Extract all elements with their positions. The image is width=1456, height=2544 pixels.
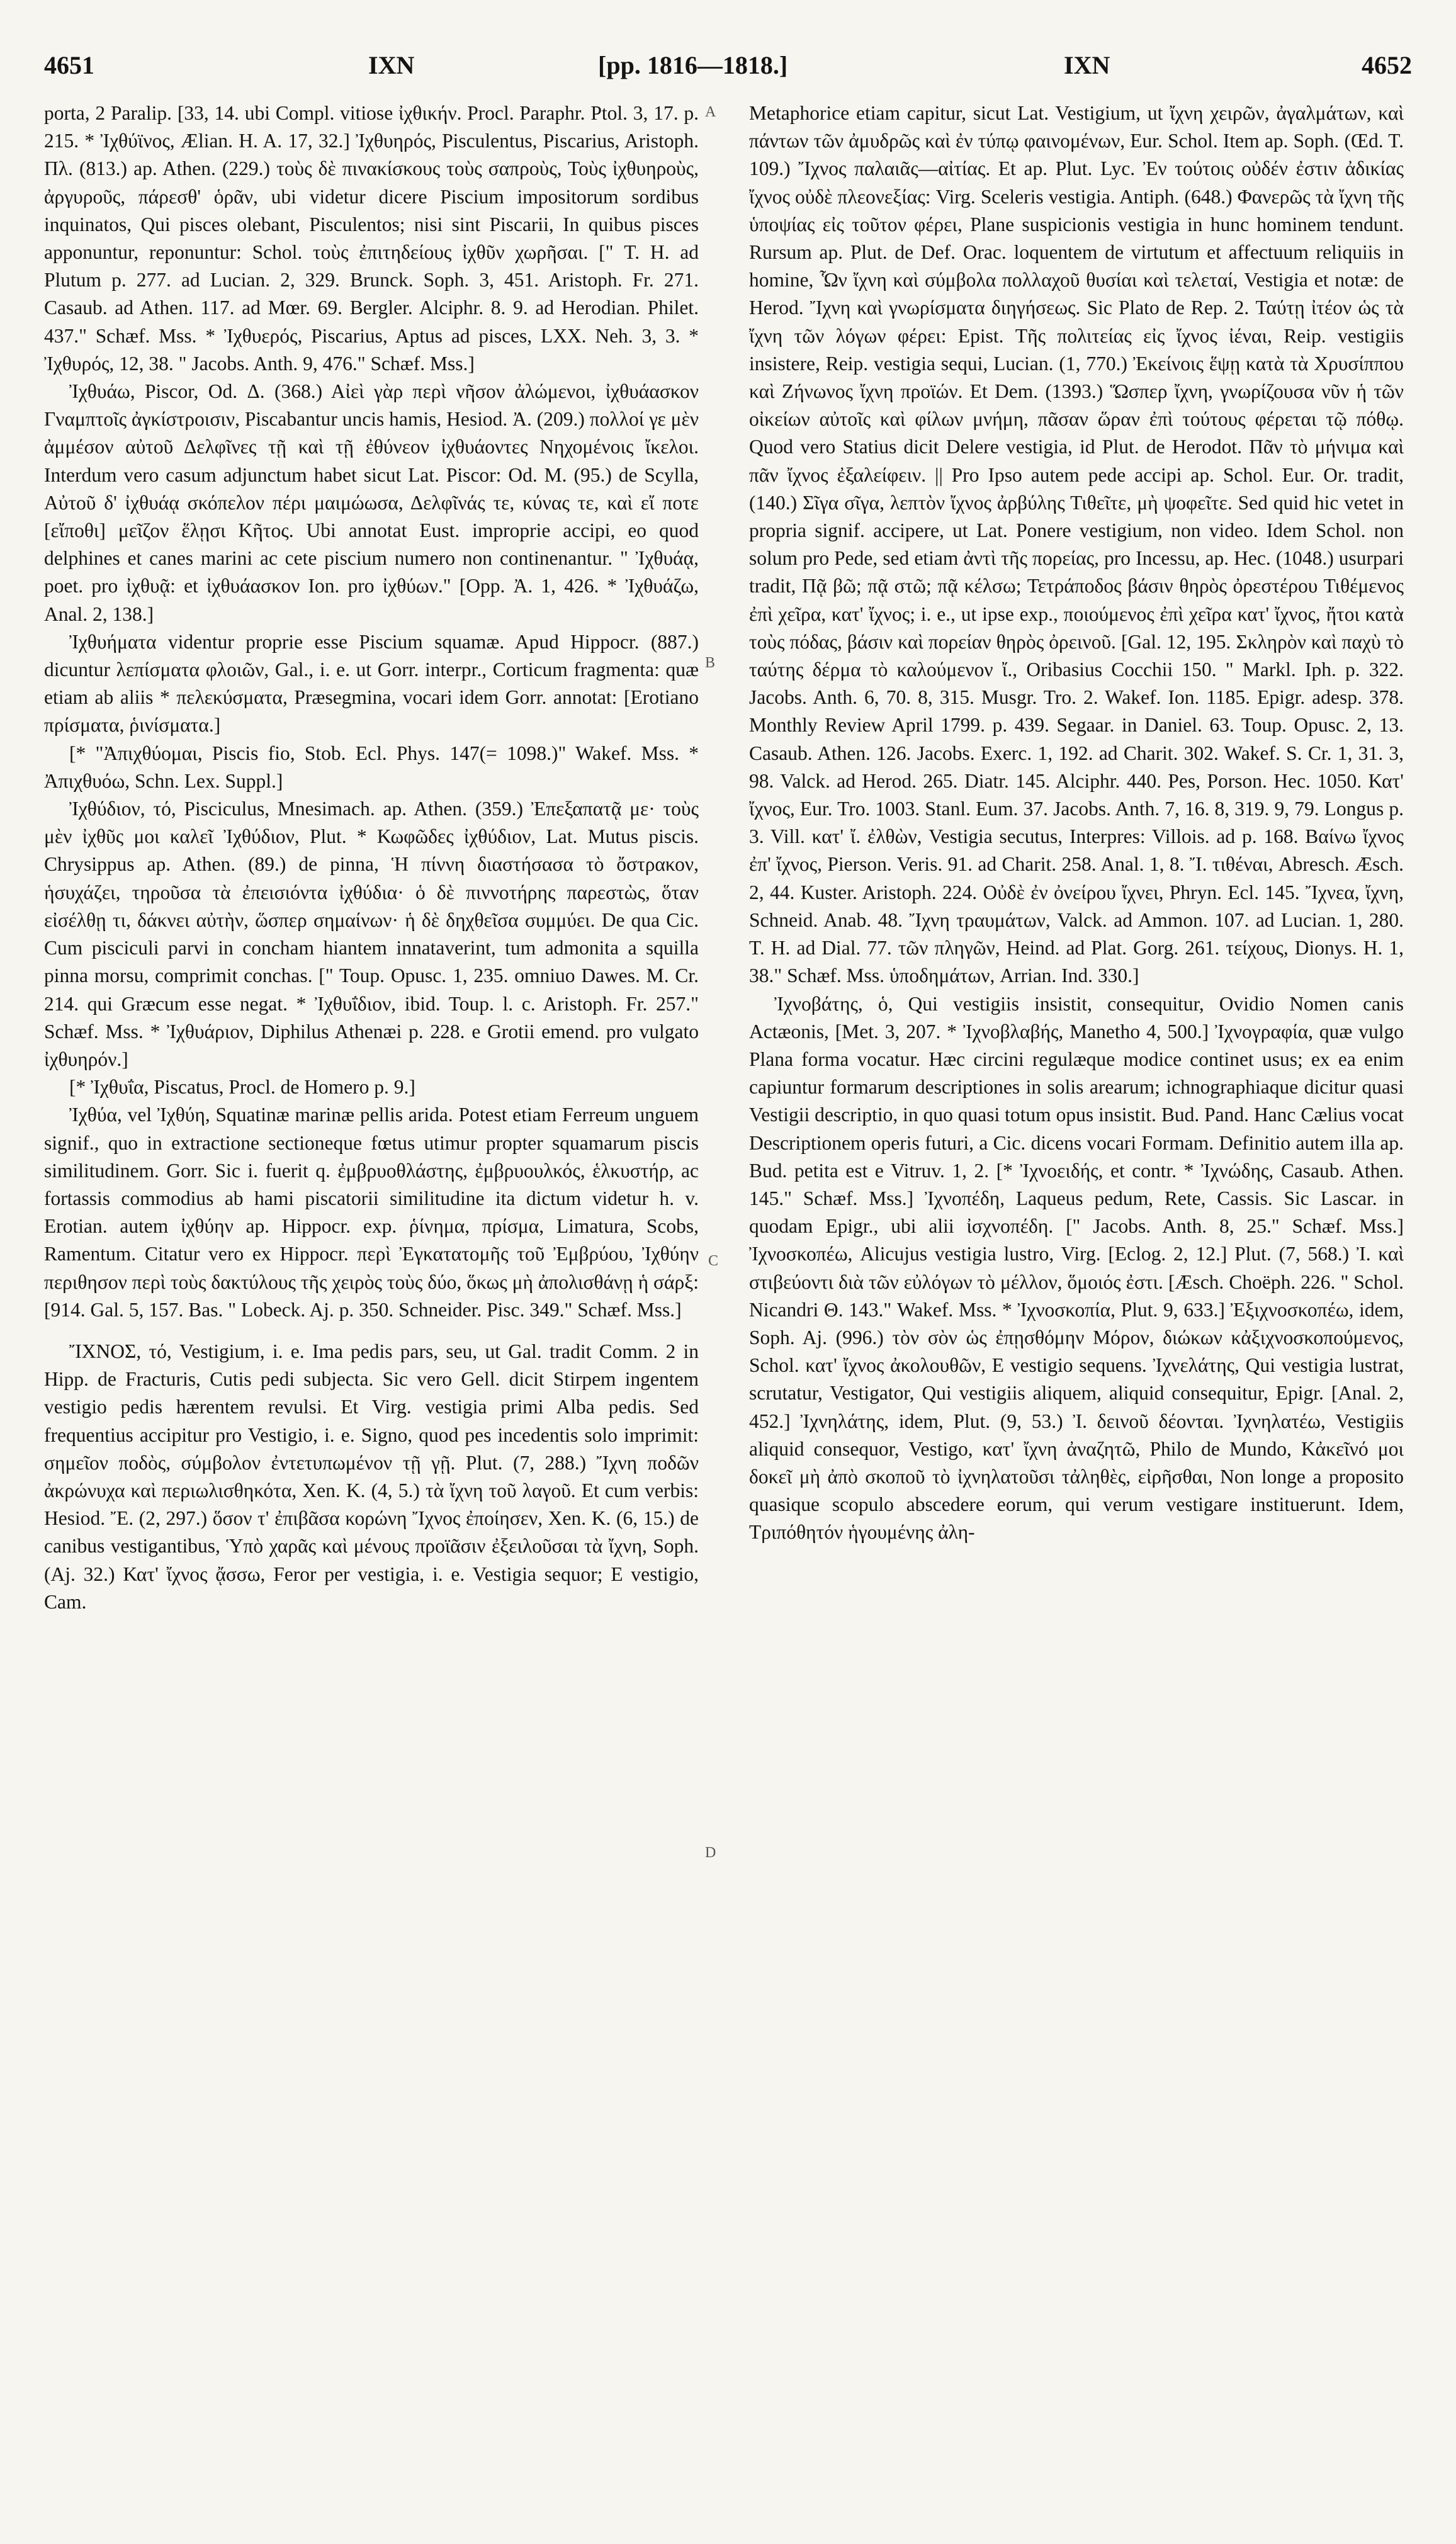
entry-paragraph: [* Ἰχθυΐα, Piscatus, Procl. de Homero p. 9.] — [69, 1076, 415, 1099]
page-number-right: 4652 — [1362, 51, 1412, 79]
entry-paragraph: Ἰχθυάω, Piscor, Od. Δ. (368.) Αἰεὶ γὰρ περὶ νῆσον ἀλώμενοι, ἰχθυάασκον Γναμπτοῖς ἀγκίστροισιν, Piscabantur uncis hamis, Hesiod. Ἀ. (209.) πολλοί γε μὲν ἀμμέσον αὐτοῦ Δελφῖνες τῇ καὶ τῇ ἐθύνεον ἰχθυάοντες Νηχομένοις ἴκελοι. Interdum vero casum adjunctum habet sicut Lat. Piscor: Od. M. (95.) de Scylla, Αὐτοῦ δ' ἰχθυάᾳ σκόπελον πέρι μαιμώωσα, Δελφῖνάς τε, κύνας τε, καὶ εἴ ποτε [εἴποθι] μεῖζον ἕλῃσι Κῆτος. Ubi annotat Eust. improprie accipi, eo quod delphines et canes marini ac cete piscium numero non continenantur. " Ἰχθυάᾳ, poet. pro ἰχθυᾷ: et ἰχθυάασκον Ion. pro ἰχθύων." [Opp. Ἀ. 1, 426. * Ἰχθυάζω, Anal. 2, 138.] — [44, 380, 699, 625]
page-number-left: 4651 — [44, 51, 94, 79]
entry-paragraph: Ἰχνοβάτης, ὁ, Qui vestigiis insistit, consequitur, Ovidio Nomen canis Actæonis, [Met. 3, 207. * Ἰχνοβλαβής, Manetho 4, 500.] Ἰχνογραφία, quæ vulgo Plana forma vocatur. Hæc circini regulæque modice continet usus; ex ea enim capiuntur formarum descriptiones in solis arearum; ichnographiaque dicitur quasi Vestigii descriptio, in quo quasi totum opus insistit. Bud. Pand. Hanc Cælius vocat Descriptionem operis futuri, a Cic. dicens vocari Formam. Definitio autem illa ap. Bud. petita est e Vitruv. 1, 2. [* Ἰχνοειδής, et contr. * Ἰχνώδης, Casaub. Athen. 145." Schæf. Mss.] Ἰχνοπέδη, Laqueus pedum, Rete, Cassis. Sic Lascar. in quodam Epigr., ubi alii ἰσχνοπέδη. [" Jacobs. Anth. 8, 25." Schæf. Mss.] Ἰχνοσκοπέω, Alicujus vestigia lustro, Virg. [Eclog. 2, 12.] Plut. (7, 568.) Ἰ. καὶ στιβεύοντι διὰ τῶν εὐλόγων τὸ μέλλον, ὅμοιός ἐστι. [Æsch. Choëph. 226. " Schol. Nicandri Θ. 143." Wakef. Mss. * Ἰχνοσκοπία, Plut. 9, 633.] Ἐξιχνοσκοπέω, idem, Soph. Aj. (996.) τὸν σὸν ὡς ἐπῃσθόμην Μόρον, διώκων κἀξιχνοσκοπούμενος, Schol. κατ' ἴχνος ἀκολουθῶν, E vestigio sequens. Ἰχνελάτης, Qui vestigia lustrat, scrutatur, Vestigator, Qui vestigiis aliquem, aliquid consequitur, Epigr. [Anal. 2, 452.] Ἰχνηλάτης, idem, Plut. (9, 53.) Ἰ. δεινοῦ δέονται. Ἰχνηλατέω, Vestigiis aliquid consequor, Vestigo, κατ' ἴχνη ἀναζητῶ, Philo de Mundo, Κἀκεῖνό μοι δοκεῖ μὴ ἀπὸ σκοποῦ τὸ ἰχνηλατοῦσι τἀληθὲς, εἰρῆσθαι, Non longe a proposito quasique scopulo abscedere eorum, qui verum vestigare instituerunt. Idem, Τριπόθητόν ἡγουμένης ἀλη- — [749, 992, 1404, 1544]
entry-paragraph: porta, 2 Paralip. [33, 14. ubi Compl. vitiose ἰχθικήν. Procl. Paraphr. Ptol. 3, 17. p. 215. * Ἰχθύϊνος, Ælian. H. A. 17, 32.] Ἰχθυηρός, Pisculentus, Piscarius, Aristoph. Πλ. (813.) ap. Athen. (229.) τοὺς δὲ πινακίσκους τοὺς σαπροὺς, Τοὺς ἰχθυηροὺς, ἀργυροῦς, πάρεσθ' ὁρᾶν, ubi videtur dicere Piscium impositorum sordibus inquinatos, Qui pisces olebant, Pisculentos; nisi sint Piscarii, In quibus pisces apponuntur, reponuntur: Schol. τοὺς ἐπιτηδείους ἰχθῦν χωρῆσαι. [" T. H. ad Plutum p. 277. ad Lucian. 2, 329. Brunck. Soph. 3, 451. Aristoph. Fr. 271. Casaub. ad Athen. 117. ad Mœr. 69. Bergler. Alciphr. 8. 9. ad Herodian. Philet. 437." Schæf. Mss. * Ἰχθυερός, Piscarius, Aptus ad pisces, LXX. Neh. 3, 3. * Ἰχθυρός, 12, 38. " Jacobs. Anth. 9, 476." Schæf. Mss.] — [44, 102, 699, 375]
page-range: [pp. 1816—1818.] — [598, 51, 788, 79]
margin-letter-a: A — [705, 104, 716, 120]
left-column — [44, 99, 699, 2530]
running-header — [44, 50, 1412, 88]
entry-paragraph: [* "Ἀπιχθύομαι, Piscis fio, Stob. Ecl. Phys. 147(= 1098.)" Wakef. Mss. * Ἀπιχθυόω, Schn. Lex. Suppl.] — [44, 742, 699, 792]
margin-letter-d: D — [705, 1845, 716, 1861]
main-entry-ichnos: ἼΧΝΟΣ, τό, Vestigium, i. e. Ima pedis pars, seu, ut Gal. tradit Comm. 2 in Hipp. de Fracturis, Cutis pedi subjecta. Sic vero Gell. dicit Stirpem ingentem vestigio pedis hærentem revulsi. Et Virg. vestigia primi Alba pedis. Sed frequentius accipitur pro Vestigio, i. e. Signo, quod pes incedentis solo imprimit: σημεῖον ποδὸς, σύμβολον ἐντετυπωμένον τῇ γῇ. Plut. (7, 288.) Ἴχνη ποδῶν ἀκρώνυχα καὶ περιωλισθηκότα, Xen. K. (4, 5.) τὰ ἴχνη τοῦ λαγοῦ. Et cum verbis: Hesiod. Ἔ. (2, 297.) ὅσον τ' ἐπιβᾶσα κορώνη Ἴχνος ἐποίησεν, Xen. K. (6, 15.) de canibus vestigantibus, Ὑπὸ χαρᾶς καὶ μένους προϊᾶσιν ἐξειλοῦσαι τὰ ἴχνη, Soph. (Aj. 32.) Κατ' ἴχνος ᾄσσω, Feror per vestigia, i. e. Vestigia sequor; E vestigio, Cam. — [44, 1340, 699, 1613]
entry-paragraph: Metaphorice etiam capitur, sicut Lat. Vestigium, ut ἴχνη χειρῶν, ἀγαλμάτων, καὶ πάντων τῶν ἀμυδρῶς καὶ ἐν τύπῳ φαινομένων, Eur. Schol. Item ap. Soph. (Œd. T. 109.) Ἴχνος παλαιᾶς—αἰτίας. Et ap. Plut. Lyc. Ἐν τούτοις οὐδέν ἐστιν ἀδικίας ἴχνος οὐδὲ πλεονεξίας: Virg. Sceleris vestigia. Antiph. (648.) Φανερῶς τὰ ἴχνη τῆς ὑποψίας εἰς τοῦτον φέρει, Plane suspicionis vestigia in hunc hominem tendunt. Rursum ap. Plut. de Def. Orac. loquentem de virtutum et affectuum reliquiis in homine, Ὧν ἴχνη καὶ σύμβολα πολλαχοῦ θυσίαι καὶ τελεταί, Vestigia et notæ: de Herod. Ἴχνη καὶ γνωρίσματα διηγήσεως. Sic Plato de Rep. 2. Ταύτῃ ἰτέον ὡς τὰ ἴχνη τῶν λόγων φέρει: Epist. Τῆς πολιτείας εἰς ἴχνος ἰέναι, Reip. vestigiis insistere, Reip. vestigia sequi, Lucian. (1, 770.) Ἐκείνοις ἕψῃ κατὰ τὰ Χρυσίππου καὶ Ζήνωνος ἴχνη προϊών. Et Dem. (1393.) Ὥσπερ ἴχνη, γνωρίζουσα νῦν ἡ τῶν οἰκείων αὐτοῖς καὶ φίλων μνήμη, πᾶσαν ὥραν ἐπὶ τούτους φέρεται τῷ πόθῳ. Quod vero Statius dicit Delere vestigia, id Plut. de Herodot. Πᾶν τὸ μήνιμα καὶ πᾶν ἴχνος ἐξαλείφειν. || Pro Ipso autem pede accipi ap. Schol. Eur. Or. tradit, (140.) Σῖγα σῖγα, λεπτὸν ἴχνος ἀρβύλης Τιθεῖτε, μὴ ψοφεῖτε. Sed quid hic vetet in propria signif. accipere, ut Lat. Ponere vestigium, non video. Idem Schol. non solum pro Pede, sed etiam ἀντὶ τῆς πορείας, pro Incessu, ap. Hec. (1048.) usurpari tradit, Πᾷ βῶ; πᾷ στῶ; πᾷ κέλσω; Τετράποδος βάσιν θηρὸς ὀρεστέρου Τιθέμενος ἐπὶ χεῖρα, κατ' ἴχνος; i. e., ut ipse exp., ποιούμενος ἐπὶ χεῖρα κατ' ἴχνος, ἤτοι κατὰ τοὺς πόδας, βάσιν καὶ πορείαν θηρὸς ὀρεινοῦ. [Gal. 12, 195. Σκληρὸν καὶ παχὺ τὸ ταύτης δέρμα τὸ καλούμενον ἴ., Oribasius Cocchii 150. " Markl. Iph. p. 322. Jacobs. Anth. 6, 70. 8, 315. Musgr. Tro. 2. Wakef. Ion. 1185. Epigr. adesp. 378. Monthly Review April 1799. p. 439. Segaar. in Daniel. 63. Toup. Opusc. 2, 13. Casaub. Athen. 126. Jacobs. Exerc. 1, 192. ad Charit. 302. Wakef. S. Cr. 1, 31. 3, 98. Valck. ad Herod. 265. Diatr. 145. Alciphr. 440. Pes, Porson. Hec. 1050. Κατ' ἴχνος, Eur. Tro. 1003. Stanl. Eum. 37. Jacobs. Anth. 7, 16. 8, 319. 9, 79. Longus p. 3. Vill. κατ' ἴ. ἐλθὼν, Vestigia secutus, Interpres: Villois. ad p. 168. Βαίνω ἴχνος ἐπ' ἴχνος, Pierson. Veris. 91. ad Charit. 258. Anal. 1, 8. Ἴ. τιθέναι, Abresch. Æsch. 2, 44. Kuster. Aristoph. 224. Οὐδὲ ἐν ὀνείρου ἴχνει, Phryn. Ecl. 145. Ἴχνεα, ἴχνη, Schneid. Anab. 48. Ἴχνη τραυμάτων, Valck. ad Ammon. 107. ad Lucian. 1, 280. T. H. ad Dial. 77. τῶν πληγῶν, Heind. ad Plat. Gorg. 261. τείχους, Dionys. H. 1, 38." Schæf. Mss. ὑποδημάτων, Arrian. Ind. 330.] — [749, 102, 1404, 987]
headword-left: ΙΧΝ — [368, 51, 415, 79]
margin-letter-b: B — [705, 655, 716, 671]
entry-paragraph: Ἰχθύδιον, τό, Pisciculus, Mnesimach. ap. Athen. (359.) Ἐπεξαπατᾷ με· τοὺς μὲν ἰχθῦς μοι καλεῖ Ἰχθύδιον, Plut. * Κωφῶδες ἰχθύδιον, Lat. Mutus piscis. Chrysippus ap. Athen. (89.) de pinna, Ἡ πίννη διαστήσασα τὸ ὄστρακον, ἡσυχάζει, τηροῦσα τὰ ἐπεισιόντα ἰχθύδια· ὁ δὲ πιννοτήρης παρεστὼς, ὅταν εἰσέλθῃ τι, δάκνει αὐτὴν, ὥσπερ σημαίνων· ἡ δὲ δηχθεῖσα συμμύει. De qua Cic. Cum pisciculi parvi in concham hiantem innataverint, tum admonita a squilla pinna morsu, comprimit conchas. [" Toup. Opusc. 1, 235. omniuo Dawes. M. Cr. 214. qui Græcum esse negat. * Ἰχθυΐδιον, ibid. Toup. l. c. Aristoph. Fr. 257." Schæf. Mss. * Ἰχθυάριον, Diphilus Athenæi p. 228. e Grotii emend. pro vulgato ἰχθυηρόν.] — [44, 798, 699, 1070]
headword-right: ΙΧΝ — [1064, 51, 1110, 79]
entry-paragraph: Ἰχθύα, vel Ἰχθύη, Squatinæ marinæ pellis arida. Potest etiam Ferreum unguem signif., quo in extractione sectioneque fœtus utimur propter squamarum piscis similitudinem. Gorr. Sic i. fuerit q. ἐμβρυοθλάστης, ἐμβρυουλκός, ἑλκυστήρ, ac fortassis commodius ab hami piscatorii similitudine ita dictum videtur h. v. Erotian. autem ἰχθύην ap. Hippocr. exp. ῥίνημα, πρίσμα, Limatura, Scobs, Ramentum. Citatur vero ex Hippocr. περὶ Ἐγκατατομῆς τοῦ Ἐμβρύου, Ἰχθύην περιθησον περὶ τοὺς δακτύλους τῆς χειρὸς τοὺς δύο, ὅκως μὴ ἀπολισθάνῃ ἡ σάρξ: [914. Gal. 5, 157. Bas. " Lobeck. Aj. p. 350. Schneider. Pisc. 349." Schæf. Mss.] — [44, 1104, 699, 1321]
margin-letter-c: C — [708, 1253, 719, 1269]
right-column — [749, 99, 1404, 2530]
entry-paragraph: Ἰχθυήματα videntur proprie esse Piscium squamæ. Apud Hippocr. (887.) dicuntur λεπίσματα φλοιῶν, Gal., i. e. ut Gorr. interpr., Corticum fragmenta: quæ etiam ab aliis * πελεκύσματα, Præsegmina, vocari idem Gorr. annotat: [Erotiano πρίσματα, ῥινίσματα.] — [44, 630, 699, 737]
